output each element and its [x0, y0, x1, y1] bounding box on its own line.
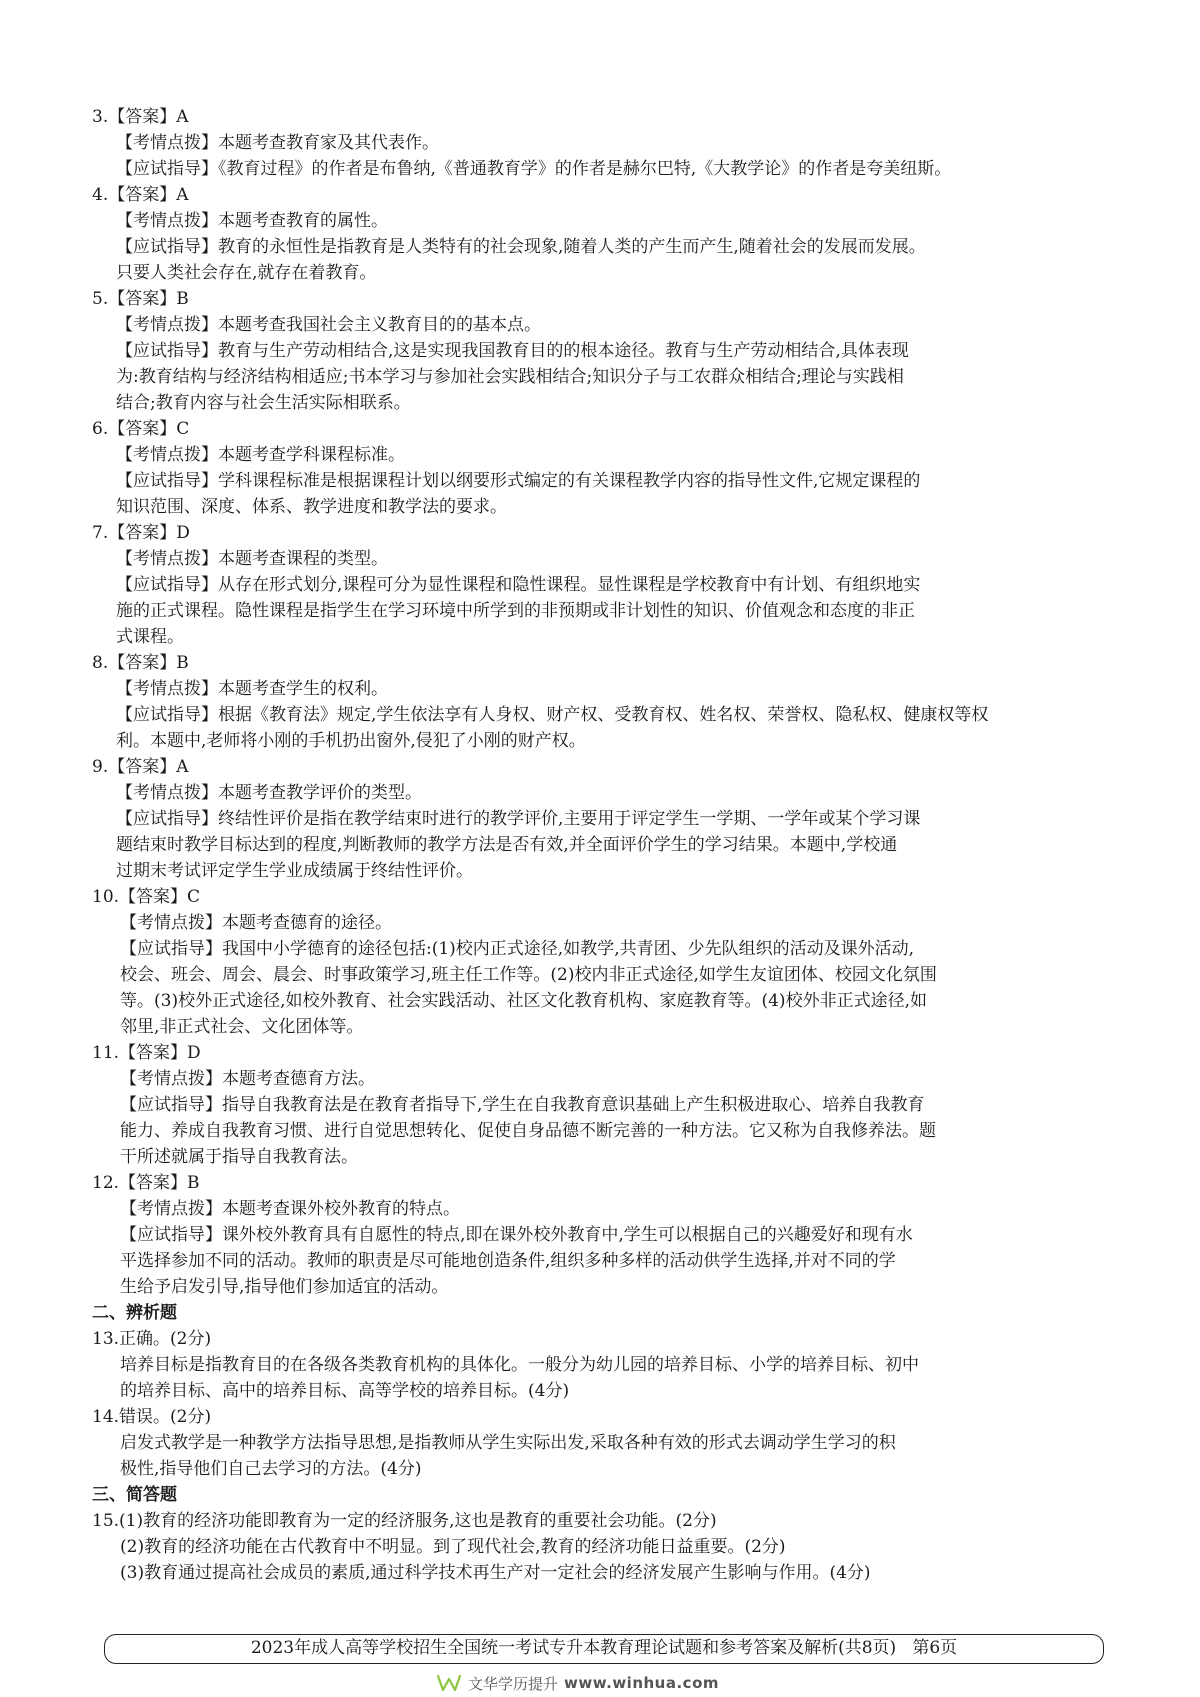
text-line: 为:教育结构与经济结构相适应;书本学习与参加社会实践相结合;知识分子与工农群众相结合;理论与实践相	[116, 367, 904, 387]
watermark-url: www.winhua.com	[564, 1674, 720, 1692]
text-line: 【考情点拨】本题考查德育方法。	[120, 1069, 375, 1089]
text-line: 启发式教学是一种教学方法指导思想,是指教师从学生实际出发,采取各种有效的形式去调动学生学习的积	[120, 1433, 896, 1453]
text-line: 的培养目标、高中的培养目标、高等学校的培养目标。(4分)	[120, 1381, 570, 1401]
section-heading: 三、简答题	[92, 1485, 177, 1505]
text-line: 干所述就属于指导自我教育法。	[120, 1147, 358, 1167]
text-line: 3.【答案】A	[92, 107, 189, 127]
text-line: 【应试指导】我国中小学德育的途径包括:(1)校内正式途径,如教学,共青团、少先队组织的活动及课外活动,	[120, 939, 915, 959]
text-line: (3)教育通过提高社会成员的素质,通过科学技术再生产对一定社会的经济发展产生影响与作用。(4分)	[120, 1563, 871, 1583]
text-line: 15.(1)教育的经济功能即教育为一定的经济服务,这也是教育的重要社会功能。(2分)	[92, 1511, 717, 1531]
text-line: 知识范围、深度、体系、教学进度和教学法的要求。	[116, 497, 507, 517]
text-line: 【考情点拨】本题考查学生的权利。	[116, 679, 388, 699]
text-line: 校会、班会、周会、晨会、时事政策学习,班主任工作等。(2)校内非正式途径,如学生友谊团体、校园文化氛围	[120, 965, 937, 985]
text-line: 【应试指导】学科课程标准是根据课程计划以纲要形式编定的有关课程教学内容的指导性文件,它规定课程的	[116, 471, 921, 491]
text-line: 【考情点拨】本题考查德育的途径。	[120, 913, 392, 933]
text-line: 4.【答案】A	[92, 185, 189, 205]
text-line: 【考情点拨】本题考查课程的类型。	[116, 549, 388, 569]
text-line: 利。本题中,老师将小刚的手机扔出窗外,侵犯了小刚的财产权。	[116, 731, 586, 751]
text-line: 施的正式课程。隐性课程是指学生在学习环境中所学到的非预期或非计划性的知识、价值观念和态度的非正	[116, 601, 915, 621]
text-line: 极性,指导他们自己去学习的方法。(4分)	[120, 1459, 422, 1479]
text-line: 【应试指导】教育的永恒性是指教育是人类特有的社会现象,随着人类的产生而产生,随着社会的发展而发展。	[116, 237, 926, 257]
text-line: 题结束时教学目标达到的程度,判断教师的教学方法是否有效,并全面评价学生的学习结果。本题中,学校通	[116, 835, 898, 855]
text-line: 9.【答案】A	[92, 757, 189, 777]
text-line: 平选择参加不同的活动。教师的职责是尽可能地创造条件,组织多种多样的活动供学生选择,并对不同的学	[120, 1251, 896, 1271]
text-line: 【应试指导】终结性评价是指在教学结束时进行的教学评价,主要用于评定学生一学期、一学年或某个学习课	[116, 809, 921, 829]
text-line: (2)教育的经济功能在古代教育中不明显。到了现代社会,教育的经济功能日益重要。(2分)	[120, 1537, 786, 1557]
text-line: 13.正确。(2分)	[92, 1329, 212, 1349]
text-line: 等。(3)校外正式途径,如校外教育、社会实践活动、社区文化教育机构、家庭教育等。(4)校外非正式途径,如	[120, 991, 927, 1011]
text-line: 12.【答案】B	[92, 1173, 200, 1193]
text-line: 【应试指导】根据《教育法》规定,学生依法享有人身权、财产权、受教育权、姓名权、荣誉权、隐私权、健康权等权	[116, 705, 989, 725]
text-line: 生给予启发引导,指导他们参加适宜的活动。	[120, 1277, 449, 1297]
text-line: 【考情点拨】本题考查教育家及其代表作。	[116, 133, 439, 153]
text-line: 【应试指导】课外校外教育具有自愿性的特点,即在课外校外教育中,学生可以根据自己的兴趣爱好和现有水	[120, 1225, 913, 1245]
text-line: 6.【答案】C	[92, 419, 190, 439]
text-line: 【考情点拨】本题考查学科课程标准。	[116, 445, 405, 465]
text-line: 14.错误。(2分)	[92, 1407, 212, 1427]
text-line: 式课程。	[116, 627, 184, 647]
text-line: 【考情点拨】本题考查我国社会主义教育目的的基本点。	[116, 315, 541, 335]
watermark	[436, 1672, 719, 1694]
winhua-logo-icon	[436, 1673, 462, 1693]
text-line: 邻里,非正式社会、文化团体等。	[120, 1017, 364, 1037]
text-line: 10.【答案】C	[92, 887, 201, 907]
page-footer: 2023年成人高等学校招生全国统一考试专升本教育理论试题和参考答案及解析(共8页) 第6页	[104, 1634, 1104, 1664]
text-line: 培养目标是指教育目的在各级各类教育机构的具体化。一般分为幼儿园的培养目标、小学的培养目标、初中	[120, 1355, 919, 1375]
text-line: 11.【答案】D	[92, 1043, 201, 1063]
text-line: 8.【答案】B	[92, 653, 189, 673]
section-heading: 二、辨析题	[92, 1303, 177, 1323]
text-line: 5.【答案】B	[92, 289, 189, 309]
answer-content	[92, 104, 1112, 1586]
text-line: 【应试指导】从存在形式划分,课程可分为显性课程和隐性课程。显性课程是学校教育中有计划、有组织地实	[116, 575, 921, 595]
text-line: 【应试指导】教育与生产劳动相结合,这是实现我国教育目的的根本途径。教育与生产劳动相结合,具体表现	[116, 341, 909, 361]
text-line: 能力、养成自我教育习惯、进行自觉思想转化、促使自身品德不断完善的一种方法。它又称为自我修养法。题	[120, 1121, 936, 1141]
text-line: 【应试指导】《教育过程》的作者是布鲁纳,《普通教育学》的作者是赫尔巴特,《大教学论》的作者是夸美纽斯。	[116, 159, 952, 179]
text-line: 【考情点拨】本题考查教育的属性。	[116, 211, 388, 231]
text-line: 【考情点拨】本题考查课外校外教育的特点。	[120, 1199, 460, 1219]
text-line: 7.【答案】D	[92, 523, 190, 543]
text-line: 【应试指导】指导自我教育法是在教育者指导下,学生在自我教育意识基础上产生积极进取心、培养自我教育	[120, 1095, 925, 1115]
text-line: 【考情点拨】本题考查教学评价的类型。	[116, 783, 422, 803]
watermark-brand: 文华学历提升	[468, 1674, 559, 1693]
text-line: 结合;教育内容与社会生活实际相联系。	[116, 393, 411, 413]
text-line: 只要人类社会存在,就存在着教育。	[116, 263, 377, 283]
text-line: 过期末考试评定学生学业成绩属于终结性评价。	[116, 861, 473, 881]
